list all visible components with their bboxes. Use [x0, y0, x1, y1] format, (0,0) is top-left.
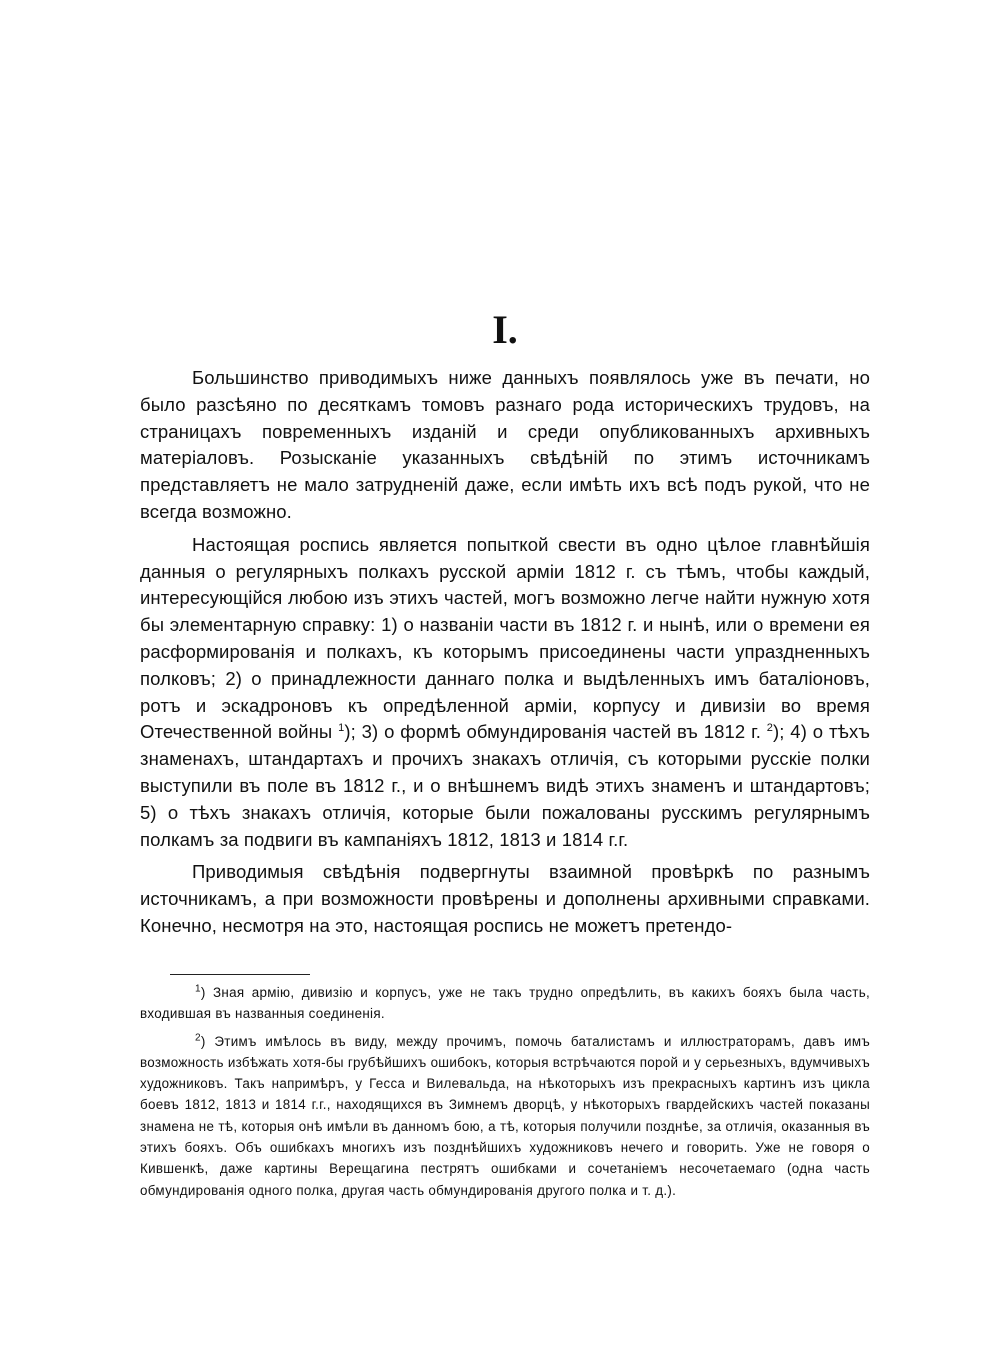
footnote-2-text: ) Этимъ имѣлось въ виду, между прочимъ, помочь баталистамъ и иллюстраторамъ, давъ имъ возможность избѣжать хотя-бы грубѣйшихъ ошибокъ, которыя встрѣчаются порой и у серьезныхъ, вдумчивыхъ художниковъ. Такъ напримѣръ, у Гесса и Вилевальда, на нѣкоторыхъ изъ прекрасныхъ картинъ изъ цикла боевъ 1812, 1813 и 1814 г.г., находящихся въ Зимнемъ дворцѣ, у нѣкоторыхъ гвардейскихъ частей показаны знамена не тѣ, которыя онѣ имѣли въ данномъ бою, а тѣ, которыя получили позднѣе, за отличія, оказанныя въ этихъ бояхъ. Объ ошибкахъ многихъ изъ позднѣйшихъ художниковъ нечего и говорить. Уже не говоря о Кившенкѣ, даже картины Верещагина пестрятъ ошибками и сочетаніемъ несочетаемаго (одна часть обмундированія одного полка, другая часть обмундированія другого полка и т. д.).	[140, 1033, 870, 1198]
footnotes	[140, 982, 870, 1207]
paragraph-3: Приводимыя свѣдѣнія подвергнуты взаимной провѣркѣ по разнымъ источникамъ, а при возможности провѣрены и дополнены архивными справками. Конечно, несмотря на это, настоящая роспись не можетъ претендо-	[140, 861, 870, 936]
footnote-2-mark: 2	[195, 1032, 201, 1044]
footnote-ref-1: 1	[338, 722, 345, 735]
paragraph-2-part-3: ); 4) о тѣхъ знаменахъ, штандартахъ и прочихъ знакахъ отличія, съ которыми русскіе полки выступили въ поле въ 1812 г., и о внѣшнемъ видѣ этихъ знаменъ и штандартовъ; 5) о тѣхъ знакахъ отличія, которые были пожалованы русскимъ регулярнымъ полкамъ за подвиги въ кампаніяхъ 1812, 1813 и 1814 г.г.	[140, 721, 870, 850]
footnote-2	[140, 1031, 870, 1201]
paragraph-2-part-1: Настоящая роспись является попыткой свести въ одно цѣлое главнѣйшія данныя о регулярныхъ полкахъ русской арміи 1812 г. съ тѣмъ, чтобы каждый, интересующійся любою изъ этихъ частей, могъ возможно легче найти нужную хотя бы элементарную справку: 1) о названіи части въ 1812 г. и нынѣ, или о времени ея расформированія и полкахъ, къ которымъ присоединены части упраздненныхъ полковъ; 2) о принадлежности даннаго полка и выдѣленныхъ имъ баталіоновъ, ротъ и эскадроновъ къ опредѣленной арміи, корпусу и дивизіи во время Отечественной войны	[140, 533, 870, 743]
footnote-ref-2: 2	[766, 722, 773, 735]
paragraph-1: Большинство приводимыхъ ниже данныхъ появлялось уже въ печати, но было разсѣяно по десяткамъ томовъ разнаго рода историческихъ трудовъ, на страницахъ повременныхъ изданій и среди опубликованныхъ архивныхъ матеріаловъ. Розысканіе указанныхъ свѣдѣній по этимъ источникамъ представляетъ не мало затрудненій даже, если имѣть ихъ всѣ подъ рукой, что не всегда возможно.	[140, 367, 870, 522]
document-page	[140, 0, 870, 1365]
paragraph-2	[140, 532, 870, 854]
footnote-1	[140, 982, 870, 1025]
body-text	[140, 365, 870, 946]
footnote-divider	[170, 974, 310, 975]
footnote-1-mark: 1	[195, 983, 201, 995]
section-title: I.	[492, 307, 518, 352]
footnote-1-text: ) Зная армію, дивизію и корпусъ, уже не такъ трудно опредѣлить, въ какихъ бояхъ была часть, входившая въ названныя соединенія.	[140, 985, 870, 1022]
paragraph-2-part-2: ); 3) о формѣ обмундированія частей въ 1812 г.	[344, 721, 761, 743]
